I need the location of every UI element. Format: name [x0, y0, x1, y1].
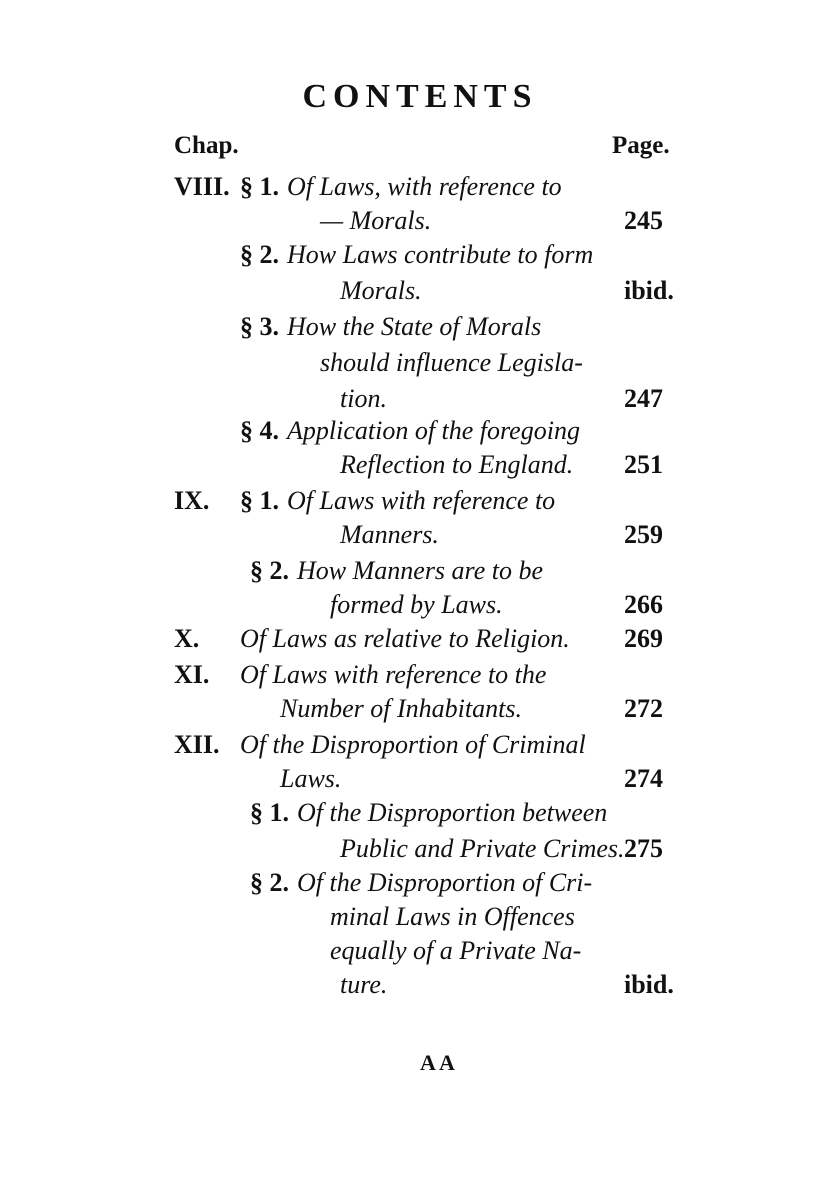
- entry-text: [240, 730, 586, 760]
- entry-text: [330, 936, 581, 966]
- entry-text: [340, 384, 387, 414]
- entry-text: [330, 590, 503, 620]
- chapter-number: XII.: [174, 730, 220, 759]
- list-item: [0, 764, 840, 800]
- entry-title: Of the Disproportion of Cri-: [297, 868, 593, 897]
- list-item: [0, 276, 840, 312]
- signature-mark: A A: [420, 1050, 455, 1075]
- entry-text: [340, 834, 625, 864]
- list-item: [0, 798, 840, 834]
- list-item: [0, 834, 840, 870]
- entry-title: How Manners are to be: [297, 556, 544, 585]
- list-item: [0, 936, 840, 972]
- entry-text: [320, 348, 583, 378]
- page-number: 266: [624, 590, 663, 619]
- section-number: § 1.: [240, 172, 279, 201]
- entry-title: Of Laws as relative to Religion.: [240, 624, 570, 653]
- chapter-number: X.: [174, 624, 200, 653]
- entry-text: [250, 868, 592, 898]
- entry-title: Application of the foregoing: [287, 416, 580, 445]
- list-item: [0, 384, 840, 420]
- list-item: [0, 312, 840, 348]
- chapter-column-header: Chap.: [174, 132, 239, 159]
- list-item: [0, 902, 840, 938]
- section-number: § 1.: [240, 486, 279, 515]
- page-number: 247: [624, 384, 663, 413]
- entry-title: Morals.: [340, 276, 422, 305]
- entry-title: Of the Disproportion of Criminal: [240, 730, 586, 759]
- chapter-number: XI.: [174, 660, 210, 689]
- list-item: [0, 486, 840, 522]
- entry-text: [340, 450, 573, 480]
- entry-text: [330, 902, 575, 932]
- entry-text: [320, 206, 431, 236]
- list-item: [0, 694, 840, 730]
- entry-title: Number of Inhabitants.: [280, 694, 522, 723]
- entry-text: [240, 172, 562, 202]
- entry-title: Of the Disproportion between: [297, 798, 608, 827]
- page-number: 275: [624, 834, 663, 863]
- page-number: ibid.: [624, 276, 674, 305]
- entry-title: How the State of Morals: [287, 312, 542, 341]
- list-item: [0, 450, 840, 486]
- entry-title: Of Laws with reference to the: [240, 660, 547, 689]
- page-number: 259: [624, 520, 663, 549]
- list-item: [0, 172, 840, 208]
- page-number: 269: [624, 624, 663, 653]
- section-number: § 1.: [250, 798, 289, 827]
- entry-text: [240, 416, 580, 446]
- list-item: [0, 206, 840, 242]
- entry-text: [280, 694, 522, 724]
- entry-title: minal Laws in Offences: [330, 902, 575, 931]
- section-number: § 2.: [240, 240, 279, 269]
- entry-text: [250, 798, 607, 828]
- entry-text: [240, 660, 546, 690]
- entry-title: Laws.: [280, 764, 342, 793]
- section-number: § 2.: [250, 868, 289, 897]
- page-column-header: Page.: [612, 132, 670, 159]
- list-item: [0, 970, 840, 1006]
- section-number: § 4.: [240, 416, 279, 445]
- list-item: [0, 416, 840, 452]
- list-item: [0, 348, 840, 384]
- entry-title: — Morals.: [320, 206, 432, 235]
- entry-title: Of Laws with reference to: [287, 486, 556, 515]
- chapter-number: IX.: [174, 486, 210, 515]
- entry-text: [280, 764, 341, 794]
- entry-title: Of Laws, with reference to: [287, 172, 562, 201]
- section-number: § 3.: [240, 312, 279, 341]
- entry-title: ture.: [340, 970, 388, 999]
- list-item: [0, 868, 840, 904]
- entry-text: [340, 276, 422, 306]
- list-item: [0, 520, 840, 556]
- list-item: [0, 624, 840, 660]
- entry-text: [240, 240, 593, 270]
- list-item: [0, 660, 840, 696]
- page-number: ibid.: [624, 970, 674, 999]
- entry-text: [240, 624, 570, 654]
- entry-text: [240, 312, 541, 342]
- list-item: [0, 730, 840, 766]
- list-item: [0, 240, 840, 276]
- section-number: § 2.: [250, 556, 289, 585]
- entry-title: How Laws contribute to form: [287, 240, 594, 269]
- page-number: 245: [624, 206, 663, 235]
- entry-text: [240, 486, 555, 516]
- entry-title: Reflection to England.: [340, 450, 574, 479]
- page-number: 251: [624, 450, 663, 479]
- entry-title: should influence Legisla-: [320, 348, 583, 377]
- entry-text: [340, 520, 439, 550]
- entry-text: [250, 556, 543, 586]
- page-title: CONTENTS: [302, 78, 538, 115]
- list-item: [0, 556, 840, 592]
- entry-text: [340, 970, 387, 1000]
- entry-title: tion.: [340, 384, 387, 413]
- page-number: 272: [624, 694, 663, 723]
- entry-title: equally of a Private Na-: [330, 936, 582, 965]
- chapter-number: VIII.: [174, 172, 230, 201]
- page-number: 274: [624, 764, 663, 793]
- list-item: [0, 590, 840, 626]
- entry-title: formed by Laws.: [330, 590, 503, 619]
- entry-title: Manners.: [340, 520, 439, 549]
- entry-title: Public and Private Crimes.: [340, 834, 625, 863]
